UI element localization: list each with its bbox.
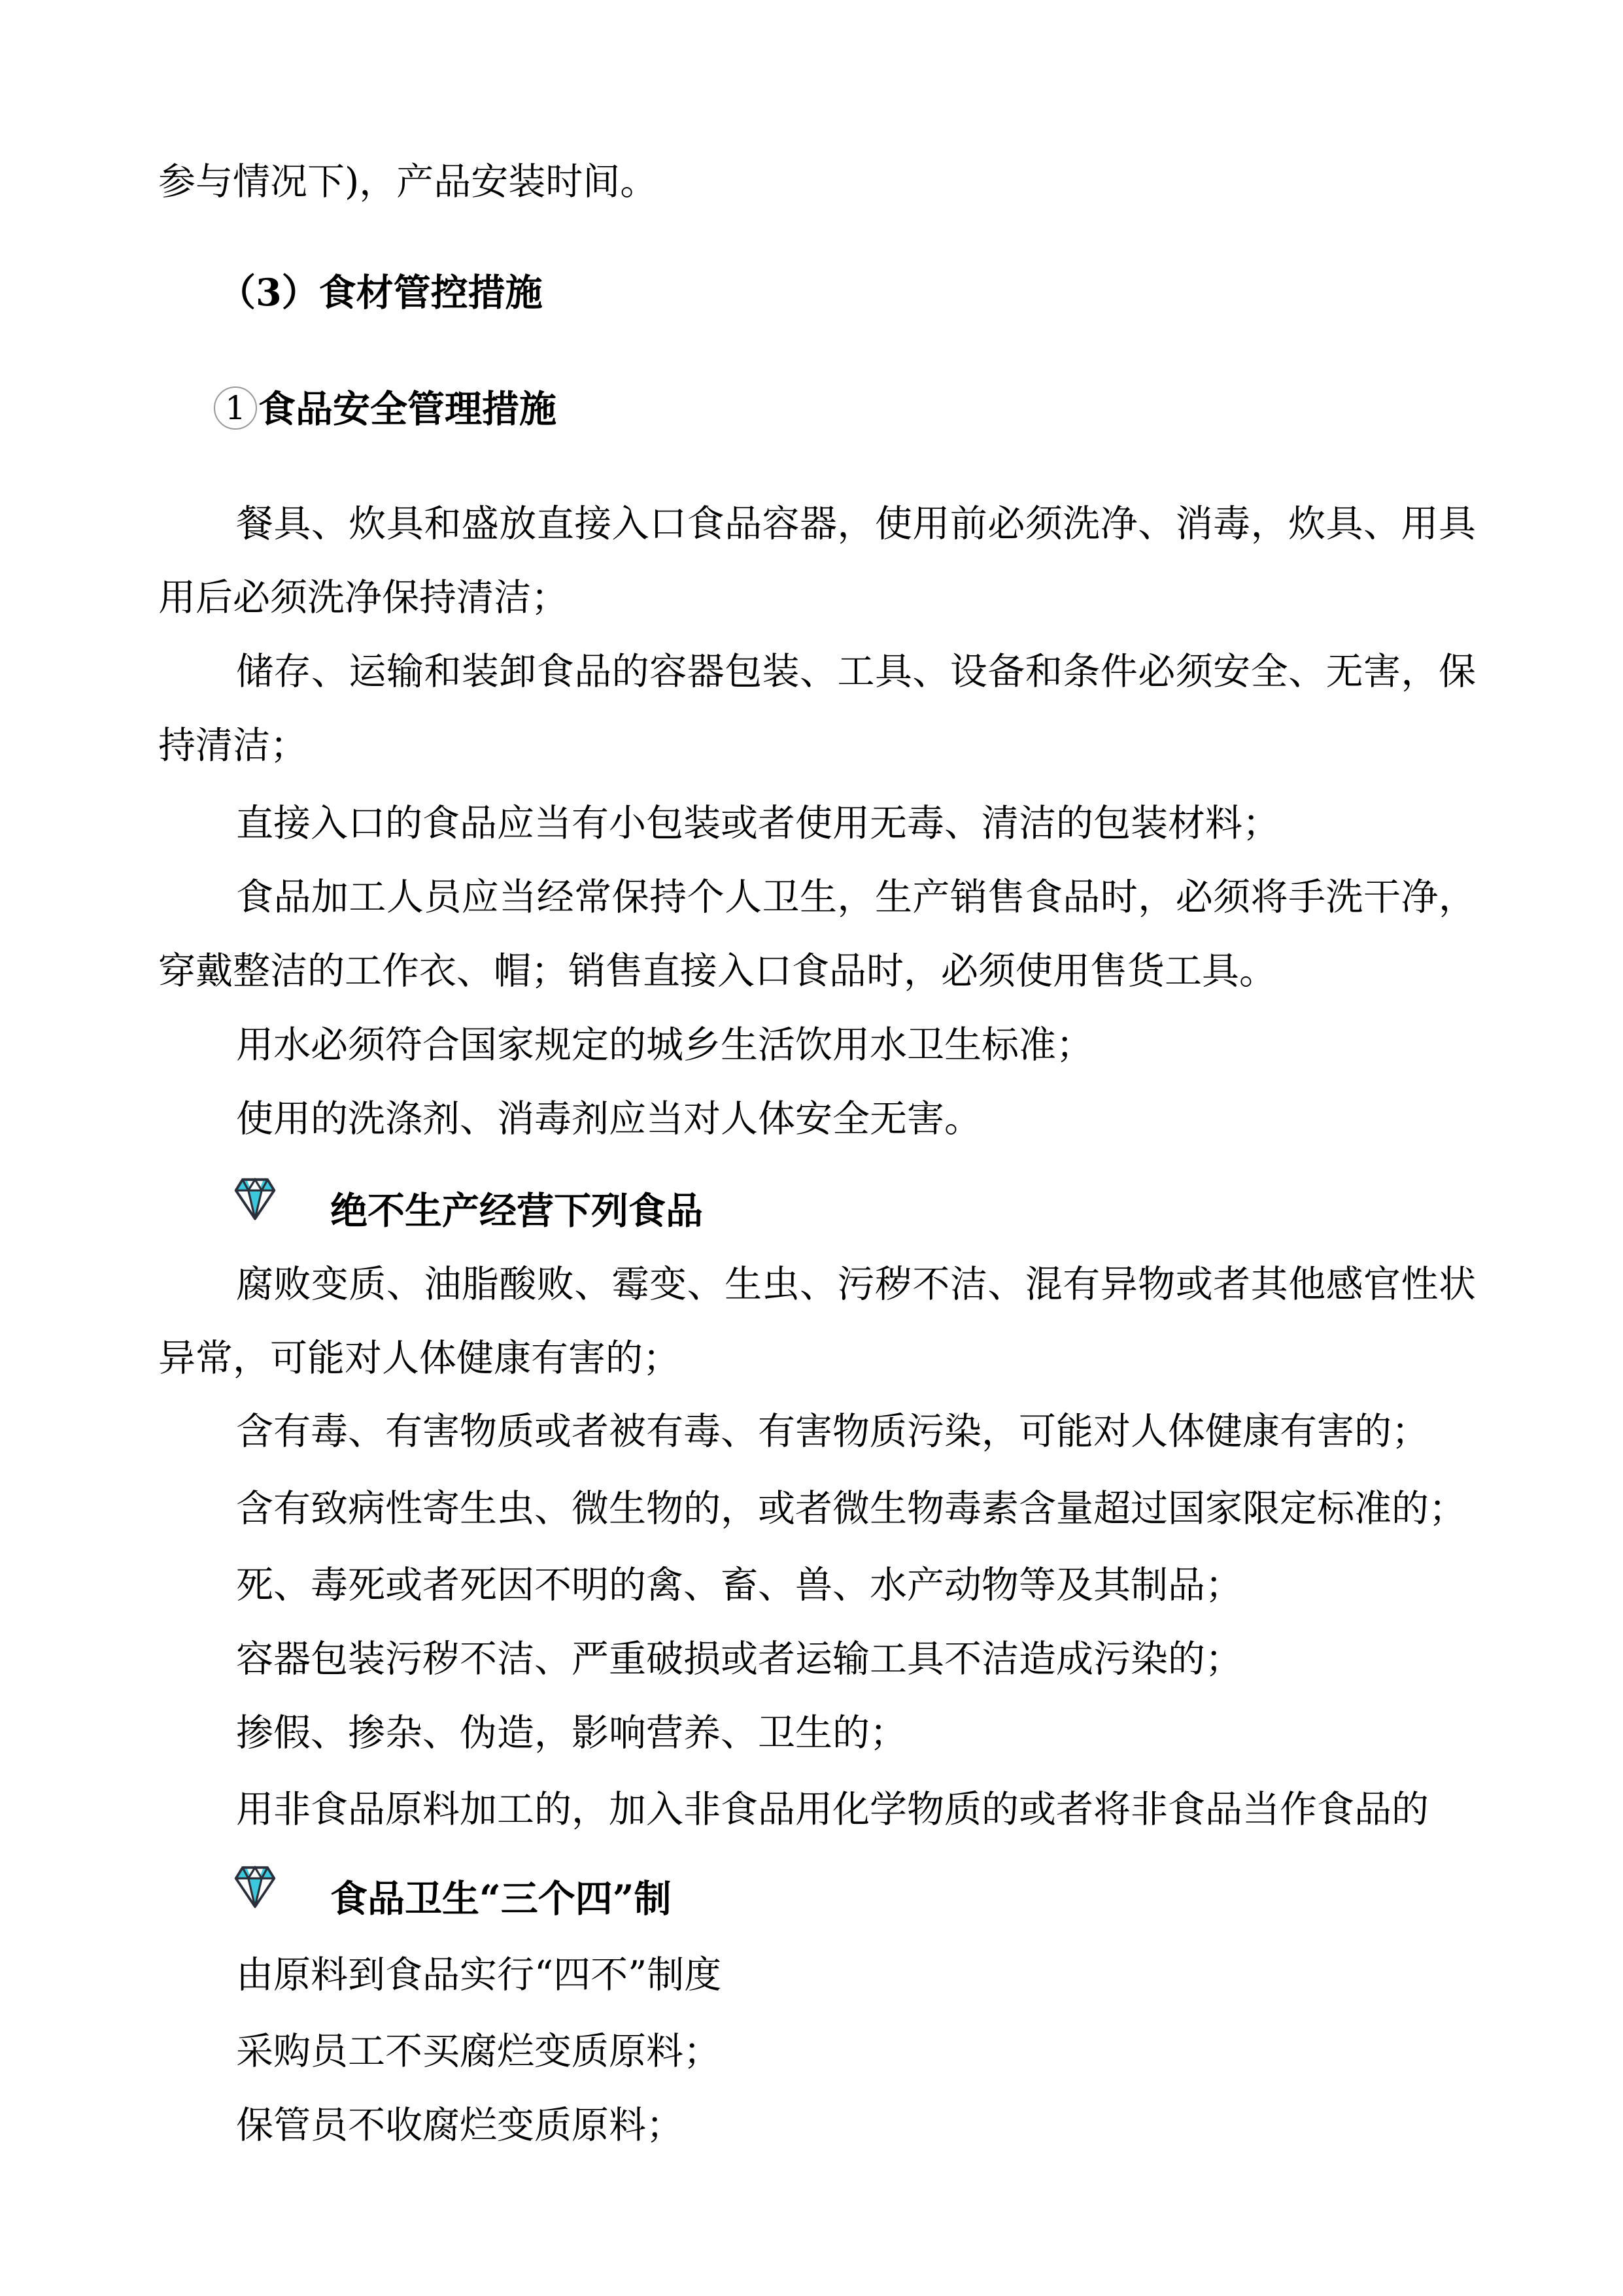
paragraph: 腐败变质、油脂酸败、霉变、生虫、污秽不洁、混有异物或者其他感官性状异常，可能对人体健康有害的； [158,1263,1476,1380]
diamond-icon [229,1865,281,1911]
paragraph: 含有致病性寄生虫、微生物的，或者微生物毒素含量超过国家限定标准的； [236,1487,1466,1530]
paragraph: 保管员不收腐烂变质原料； [236,2104,683,2147]
subsection-heading-text: 食品安全管理措施 [258,387,556,431]
paragraph: 含有毒、有害物质或者被有毒、有害物质污染，可能对人体健康有害的； [236,1410,1429,1453]
paragraph: 采购员工不买腐烂变质原料； [236,2030,721,2073]
text-line: 参与情况下)，产品安装时间。 [158,160,658,203]
diamond-icon [229,1177,281,1223]
paragraph: 掺假、掺杂、伪造，影响营养、卫生的； [236,1711,907,1755]
paragraph: 食品加工人员应当经常保持个人卫生，生产销售食品时，必须将手洗干净，穿戴整洁的工作衣、帽；销售直接入口食品时，必须使用售货工具。 [158,876,1476,993]
paragraph: 用水必须符合国家规定的城乡生活饮用水卫生标准； [236,1023,1093,1067]
paragraph: 直接入口的食品应当有小包装或者使用无毒、清洁的包装材料； [236,802,1280,845]
paragraph: 死、毒死或者死因不明的禽、畜、兽、水产动物等及其制品； [236,1564,1242,1607]
paragraph: 储存、运输和装卸食品的容器包装、工具、设备和条件必须安全、无害，保持清洁； [158,650,1476,767]
paragraph: 使用的洗涤剂、消毒剂应当对人体安全无害。 [236,1097,982,1140]
subsection-heading [214,372,556,446]
section-heading: （3）食材管控措施 [218,271,543,315]
paragraph: 餐具、炊具和盛放直接入口食品容器，使用前必须洗净、消毒，炊具、用具用后必须洗净保持清洁； [158,502,1476,619]
paragraph: 由原料到食品实行“四不”制度 [236,1953,722,1996]
bullet-heading: 绝不生产经营下列食品 [330,1189,703,1233]
bullet-heading: 食品卫生“三个四”制 [330,1877,672,1921]
paragraph: 容器包装污秽不洁、严重破损或者运输工具不洁造成污染的； [236,1637,1242,1681]
circled-number: 1 [214,386,257,430]
paragraph: 用非食品原料加工的，加入非食品用化学物质的或者将非食品当作食品的 [236,1788,1429,1831]
